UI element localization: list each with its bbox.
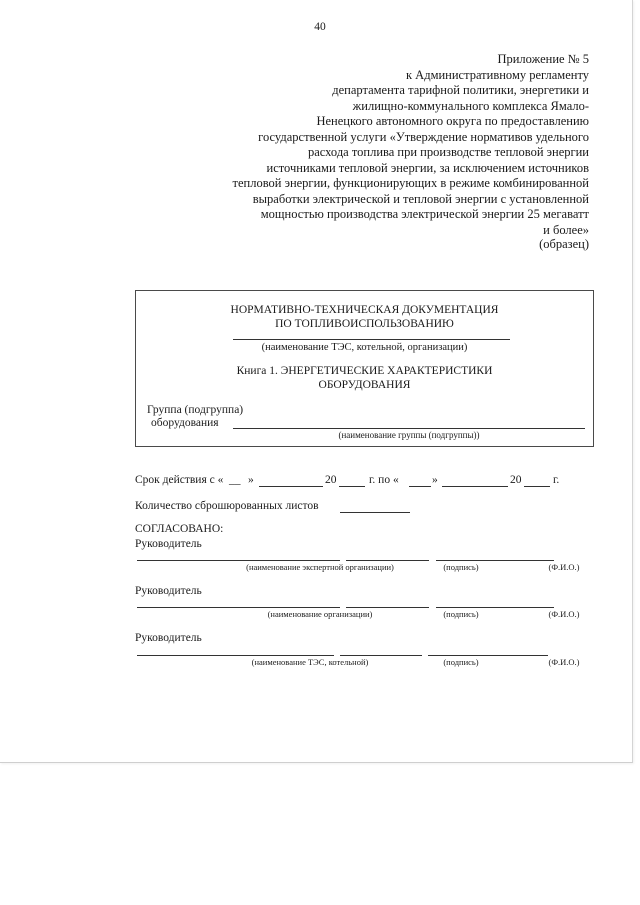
validity-close-quote: » — [248, 474, 254, 486]
appendix-line: и более» — [543, 222, 589, 237]
validity-close-quote2: » — [432, 474, 438, 486]
title-heading-line2: ПО ТОПЛИВОИСПОЛЬЗОВАНИЮ — [275, 318, 454, 330]
approval-signature-line — [340, 655, 422, 656]
appendix-line: тепловой энергии, функционирующих в режиме комбинированной — [232, 176, 589, 190]
validity-to-label: г. по « — [369, 474, 399, 486]
book-title-line2: ОБОРУДОВАНИЯ — [318, 379, 411, 391]
appendix-line: государственной услуги «Утверждение нормативов удельного — [258, 129, 589, 144]
approval-signature-caption: (подпись) — [443, 562, 479, 572]
approval-org-line — [137, 607, 340, 608]
approval-name-line — [436, 607, 554, 608]
appendix-line: Ненецкого автономного округа по предоставлению — [316, 114, 589, 128]
appendix-line: Приложение № 5 — [497, 52, 589, 66]
validity-year2-prefix: 20 — [510, 474, 522, 486]
validity-to-day-line — [409, 486, 431, 487]
appendix-line: к Административному регламенту — [405, 67, 589, 82]
appendix-line: источниками тепловой энергии, за исключением источников — [266, 160, 589, 175]
validity-month-line — [259, 486, 323, 487]
validity-year2-line — [524, 486, 550, 487]
page-number: 40 — [314, 21, 326, 33]
validity-year-prefix: 20 — [325, 474, 337, 486]
approval-signature-caption: (подпись) — [443, 609, 479, 619]
approval-org-caption: (наименование организации) — [267, 609, 373, 619]
approval-role: Руководитель — [135, 632, 202, 644]
approval-org-caption: (наименование экспертной организации) — [246, 562, 394, 572]
approval-role: Руководитель — [135, 538, 202, 550]
title-box — [135, 290, 594, 447]
approval-name-caption: (Ф.И.О.) — [548, 657, 580, 667]
sheets-count-label: Количество сброшюрованных листов — [135, 500, 319, 512]
org-name-caption: (наименование ТЭС, котельной, организации) — [261, 342, 468, 353]
title-heading-line1: НОРМАТИВНО-ТЕХНИЧЕСКАЯ ДОКУМЕНТАЦИЯ — [230, 304, 499, 316]
book-title-line1: Книга 1. ЭНЕРГЕТИЧЕСКИЕ ХАРАКТЕРИСТИКИ — [236, 365, 493, 377]
approval-name-line — [428, 655, 548, 656]
validity-to-month-line — [442, 486, 508, 487]
approval-name-caption: (Ф.И.О.) — [548, 562, 580, 572]
group-name-caption: (наименование группы (подгруппы)) — [338, 430, 480, 440]
sheets-count-line — [340, 512, 410, 513]
approval-org-line — [137, 655, 334, 656]
org-name-line — [233, 339, 510, 340]
approval-header: СОГЛАСОВАНО: — [135, 523, 224, 535]
appendix-line: выработки электрической и тепловой энергии с установленной — [252, 191, 589, 206]
appendix-header — [160, 52, 589, 238]
approval-org-line — [137, 560, 340, 561]
group-label-line2: оборудования — [151, 417, 219, 429]
approval-name-line — [436, 560, 554, 561]
group-name-line — [233, 428, 585, 429]
approval-signature-line — [346, 607, 429, 608]
validity-year2-suffix: г. — [553, 474, 560, 486]
appendix-line: расхода топлива при производстве тепловой энергии — [307, 145, 589, 159]
validity-year-line — [339, 486, 365, 487]
approval-role: Руководитель — [135, 585, 202, 597]
group-label-line1: Группа (подгруппа) — [147, 404, 244, 416]
sample-label: (образец) — [539, 237, 589, 251]
approval-name-caption: (Ф.И.О.) — [548, 609, 580, 619]
appendix-line: департамента тарифной политики, энергетики и — [332, 83, 589, 97]
approval-signature-line — [346, 560, 429, 561]
approval-org-caption: (наименование ТЭС, котельной) — [251, 657, 369, 667]
approval-signature-caption: (подпись) — [443, 657, 479, 667]
validity-day-blank: __ — [229, 474, 241, 486]
appendix-line: мощностью производства электрической энергии 25 мегаватт — [260, 207, 589, 221]
appendix-line: жилищно-коммунального комплекса Ямало- — [352, 98, 589, 113]
validity-prefix: Срок действия с « — [135, 474, 224, 486]
